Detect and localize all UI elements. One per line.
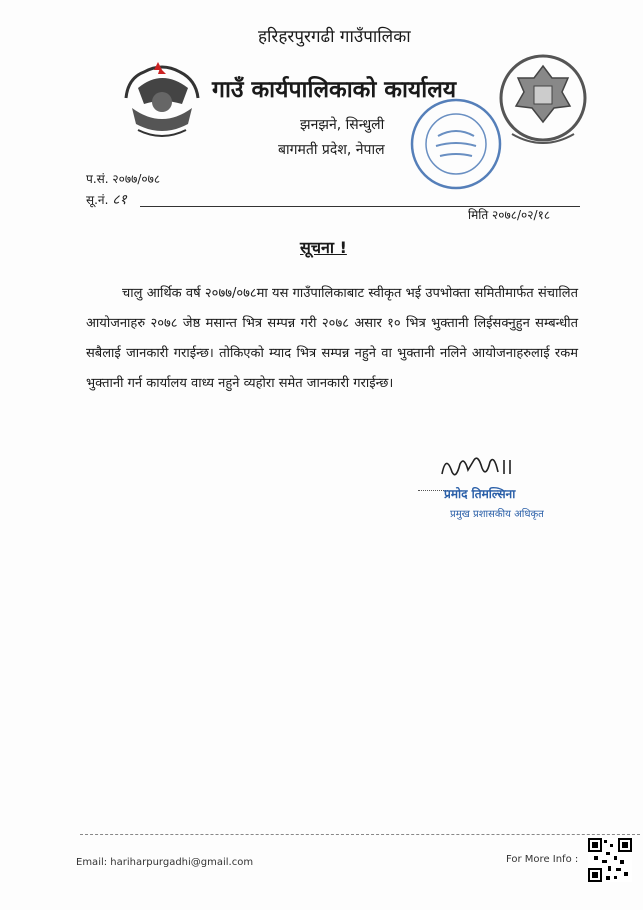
footer-more-info: For More Info : xyxy=(506,854,579,865)
dispatch-label: सू.नं. xyxy=(86,193,109,207)
nepal-emblem-icon xyxy=(118,58,206,144)
signatory-title: प्रमुख प्रशासकीय अधिकृत xyxy=(450,509,544,520)
office-title: गाउँ कार्यपालिकाको कार्यालय xyxy=(212,77,457,103)
footer-divider xyxy=(80,834,640,835)
dispatch-number: ८१ xyxy=(112,192,127,208)
signatory-name: प्रमोद तिमल्सिना xyxy=(444,487,516,501)
dispatch-number-ref xyxy=(86,190,127,209)
office-stamp-icon xyxy=(408,96,504,192)
fiscal-year-ref: प.सं. २०७७/०७८ xyxy=(86,172,161,186)
address-line-1: झनझने, सिन्धुली xyxy=(300,117,385,133)
address-line-2: बागमती प्रदेश, नेपाल xyxy=(278,142,385,158)
notice-date: मिति २०७८/०२/१८ xyxy=(468,208,551,222)
footer-email[interactable]: Email: hariharpurgadhi@gmail.com xyxy=(76,857,254,868)
signature-icon xyxy=(438,450,528,485)
notice-title: सूचना ! xyxy=(300,238,347,257)
qr-code-icon[interactable] xyxy=(588,838,632,882)
municipality-seal-icon xyxy=(498,48,588,152)
notice-body: चालु आर्थिक वर्ष २०७७/०७८मा यस गाउँपालिकाबाट स्वीकृत भई उपभोक्ता समितीमार्फत संचालित आयोजनाहरु २०७८ जेष्ठ मसान्त भित्र सम्पन्न गरी २०७८ असार १० भित्र भुक्तानी लिईसक्नुहुन सम्बन्धीत सबैलाई जानकारी गराईन्छ। तोकिएको म्याद भित्र सम्पन्न नहुने वा भुक्तानी नलिने आयोजनाहरुलाई रकम भुक्तानी गर्न कार्यालय वाध्य नहुने व्यहोरा समेत जानकारी गराईन्छ। xyxy=(86,286,578,391)
municipality-name: हरिहरपुरगढी गाउँपालिका xyxy=(258,27,411,47)
